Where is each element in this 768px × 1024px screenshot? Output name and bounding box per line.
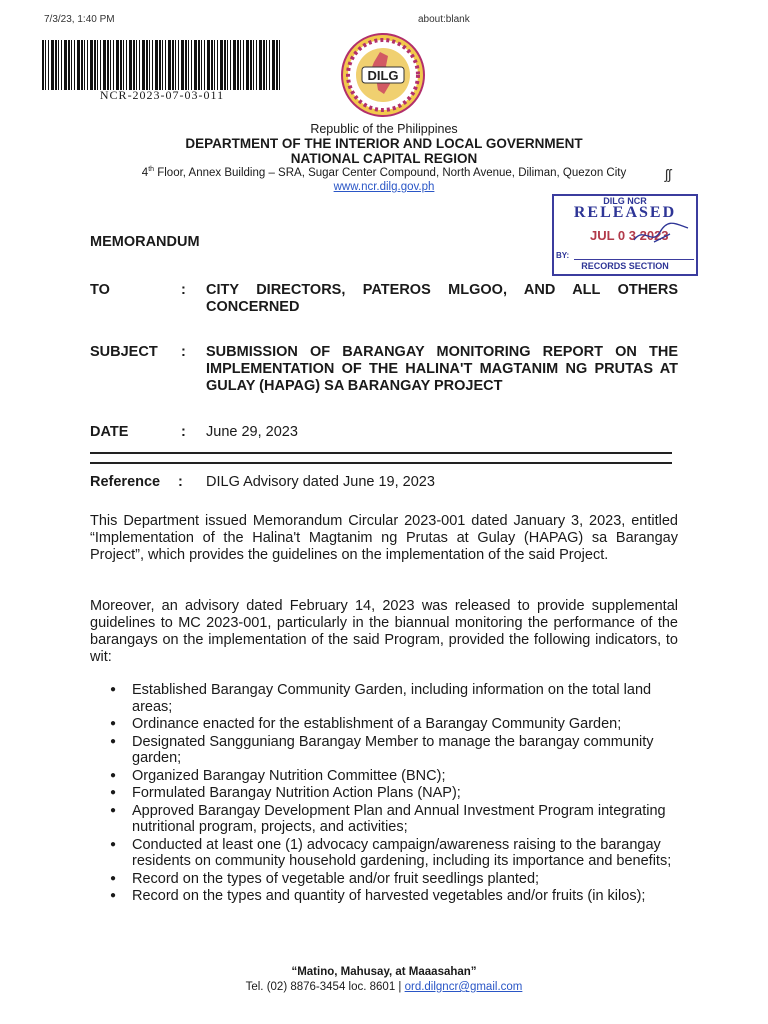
list-item: ● Organized Barangay Nutrition Committee (BNC); (110, 768, 680, 785)
stamp-date: JUL 0 3 2023 (590, 228, 669, 243)
stamp-section: RECORDS SECTION (581, 261, 669, 271)
department-name: DEPARTMENT OF THE INTERIOR AND LOCAL GOVERNMENT (185, 136, 583, 151)
list-item: ● Established Barangay Community Garden, including information on the total land areas; (110, 682, 680, 715)
list-item: ● Formulated Barangay Nutrition Action Plans (NAP); (110, 785, 680, 802)
stamp-office: DILG NCR (603, 196, 647, 206)
website-link-row (0, 181, 768, 193)
republic-line: Republic of the Philippines (310, 122, 458, 136)
footer-tel: Tel. (02) 8876-3454 loc. 8601 | (245, 981, 405, 993)
subject-label: SUBJECT (90, 344, 158, 360)
region-name: NATIONAL CAPITAL REGION (290, 151, 478, 166)
reference-colon: : (178, 474, 183, 490)
footer-email-link[interactable]: ord.dilgncr@gmail.com (404, 981, 523, 993)
to-label: TO (90, 282, 110, 298)
subject-value: SUBMISSION OF BARANGAY MONITORING REPORT ON THE IMPLEMENTATION OF THE HALINA'T MAGTANIM NG PRUTAS AT GULAY (HAPAG) SA BARANGAY PROJECT (206, 344, 678, 394)
footer-motto: “Matino, Mahusay, at Maaasahan” (291, 966, 477, 978)
handwritten-mark-icon: ʃʃ (665, 166, 672, 182)
reference-value: DILG Advisory dated June 19, 2023 (206, 474, 435, 490)
to-colon: : (181, 282, 186, 298)
list-item: ● Ordinance enacted for the establishment of a Barangay Community Garden; (110, 716, 680, 733)
list-item: ● Approved Barangay Development Plan and Annual Investment Program integrating nutritional program, projects, and activities; (110, 803, 680, 836)
memo-title: MEMORANDUM (90, 234, 200, 250)
list-item: ● Conducted at least one (1) advocacy campaign/awareness raising to the barangay residents on community household gardening, including its importance and benefits; (110, 837, 680, 870)
indicator-list (110, 682, 680, 906)
address-line: 4th Floor, Annex Building – SRA, Sugar Center Compound, North Avenue, Diliman, Quezon City (141, 166, 627, 179)
barcode (42, 40, 282, 90)
signature-mark (630, 220, 692, 248)
seal-text: DILG (367, 68, 399, 83)
print-timestamp: 7/3/23, 1:40 PM (44, 14, 115, 25)
subject-colon: : (181, 344, 186, 360)
to-value: CITY DIRECTORS, PATEROS MLGOO, AND ALL OTHERS CONCERNED (206, 282, 678, 315)
dilg-seal-logo (340, 32, 426, 118)
reference-label: Reference (90, 474, 161, 490)
released-stamp (552, 194, 698, 276)
body-paragraph-2: Moreover, an advisory dated February 14, 2023 was released to provide supplemental guidelines to MC 2023-001, particularly in the biannual monitoring the performance of the barangays on the implementation of the said Program, provided the following indicators, to wit: (90, 598, 678, 665)
barcode-number: NCR-2023-07-03-011 (99, 88, 225, 102)
date-colon: : (181, 424, 186, 440)
footer-contact (0, 981, 768, 993)
print-url: about:blank (418, 14, 470, 25)
list-item: ● Record on the types of vegetable and/or fruit seedlings planted; (110, 871, 680, 888)
separator-double-line (90, 452, 672, 464)
stamp-by: BY: (556, 251, 570, 260)
list-item: ● Designated Sangguniang Barangay Member to manage the barangay community garden; (110, 734, 680, 767)
date-label: DATE (90, 424, 129, 440)
body-paragraph-1: This Department issued Memorandum Circular 2023-001 dated January 3, 2023, entitled “Implementation of the Halina't Magtanim ng Prutas at Gulay (HAPAG) sa Barangay Project”, which provides the guidelines on the implementation of the said Project. (90, 513, 678, 563)
date-value: June 29, 2023 (206, 424, 298, 440)
stamp-status: RELEASED (573, 204, 677, 221)
website-link[interactable]: www.ncr.dilg.gov.ph (333, 181, 435, 193)
list-item: ● Record on the types and quantity of harvested vegetables and/or fruits (in kilos); (110, 888, 680, 905)
